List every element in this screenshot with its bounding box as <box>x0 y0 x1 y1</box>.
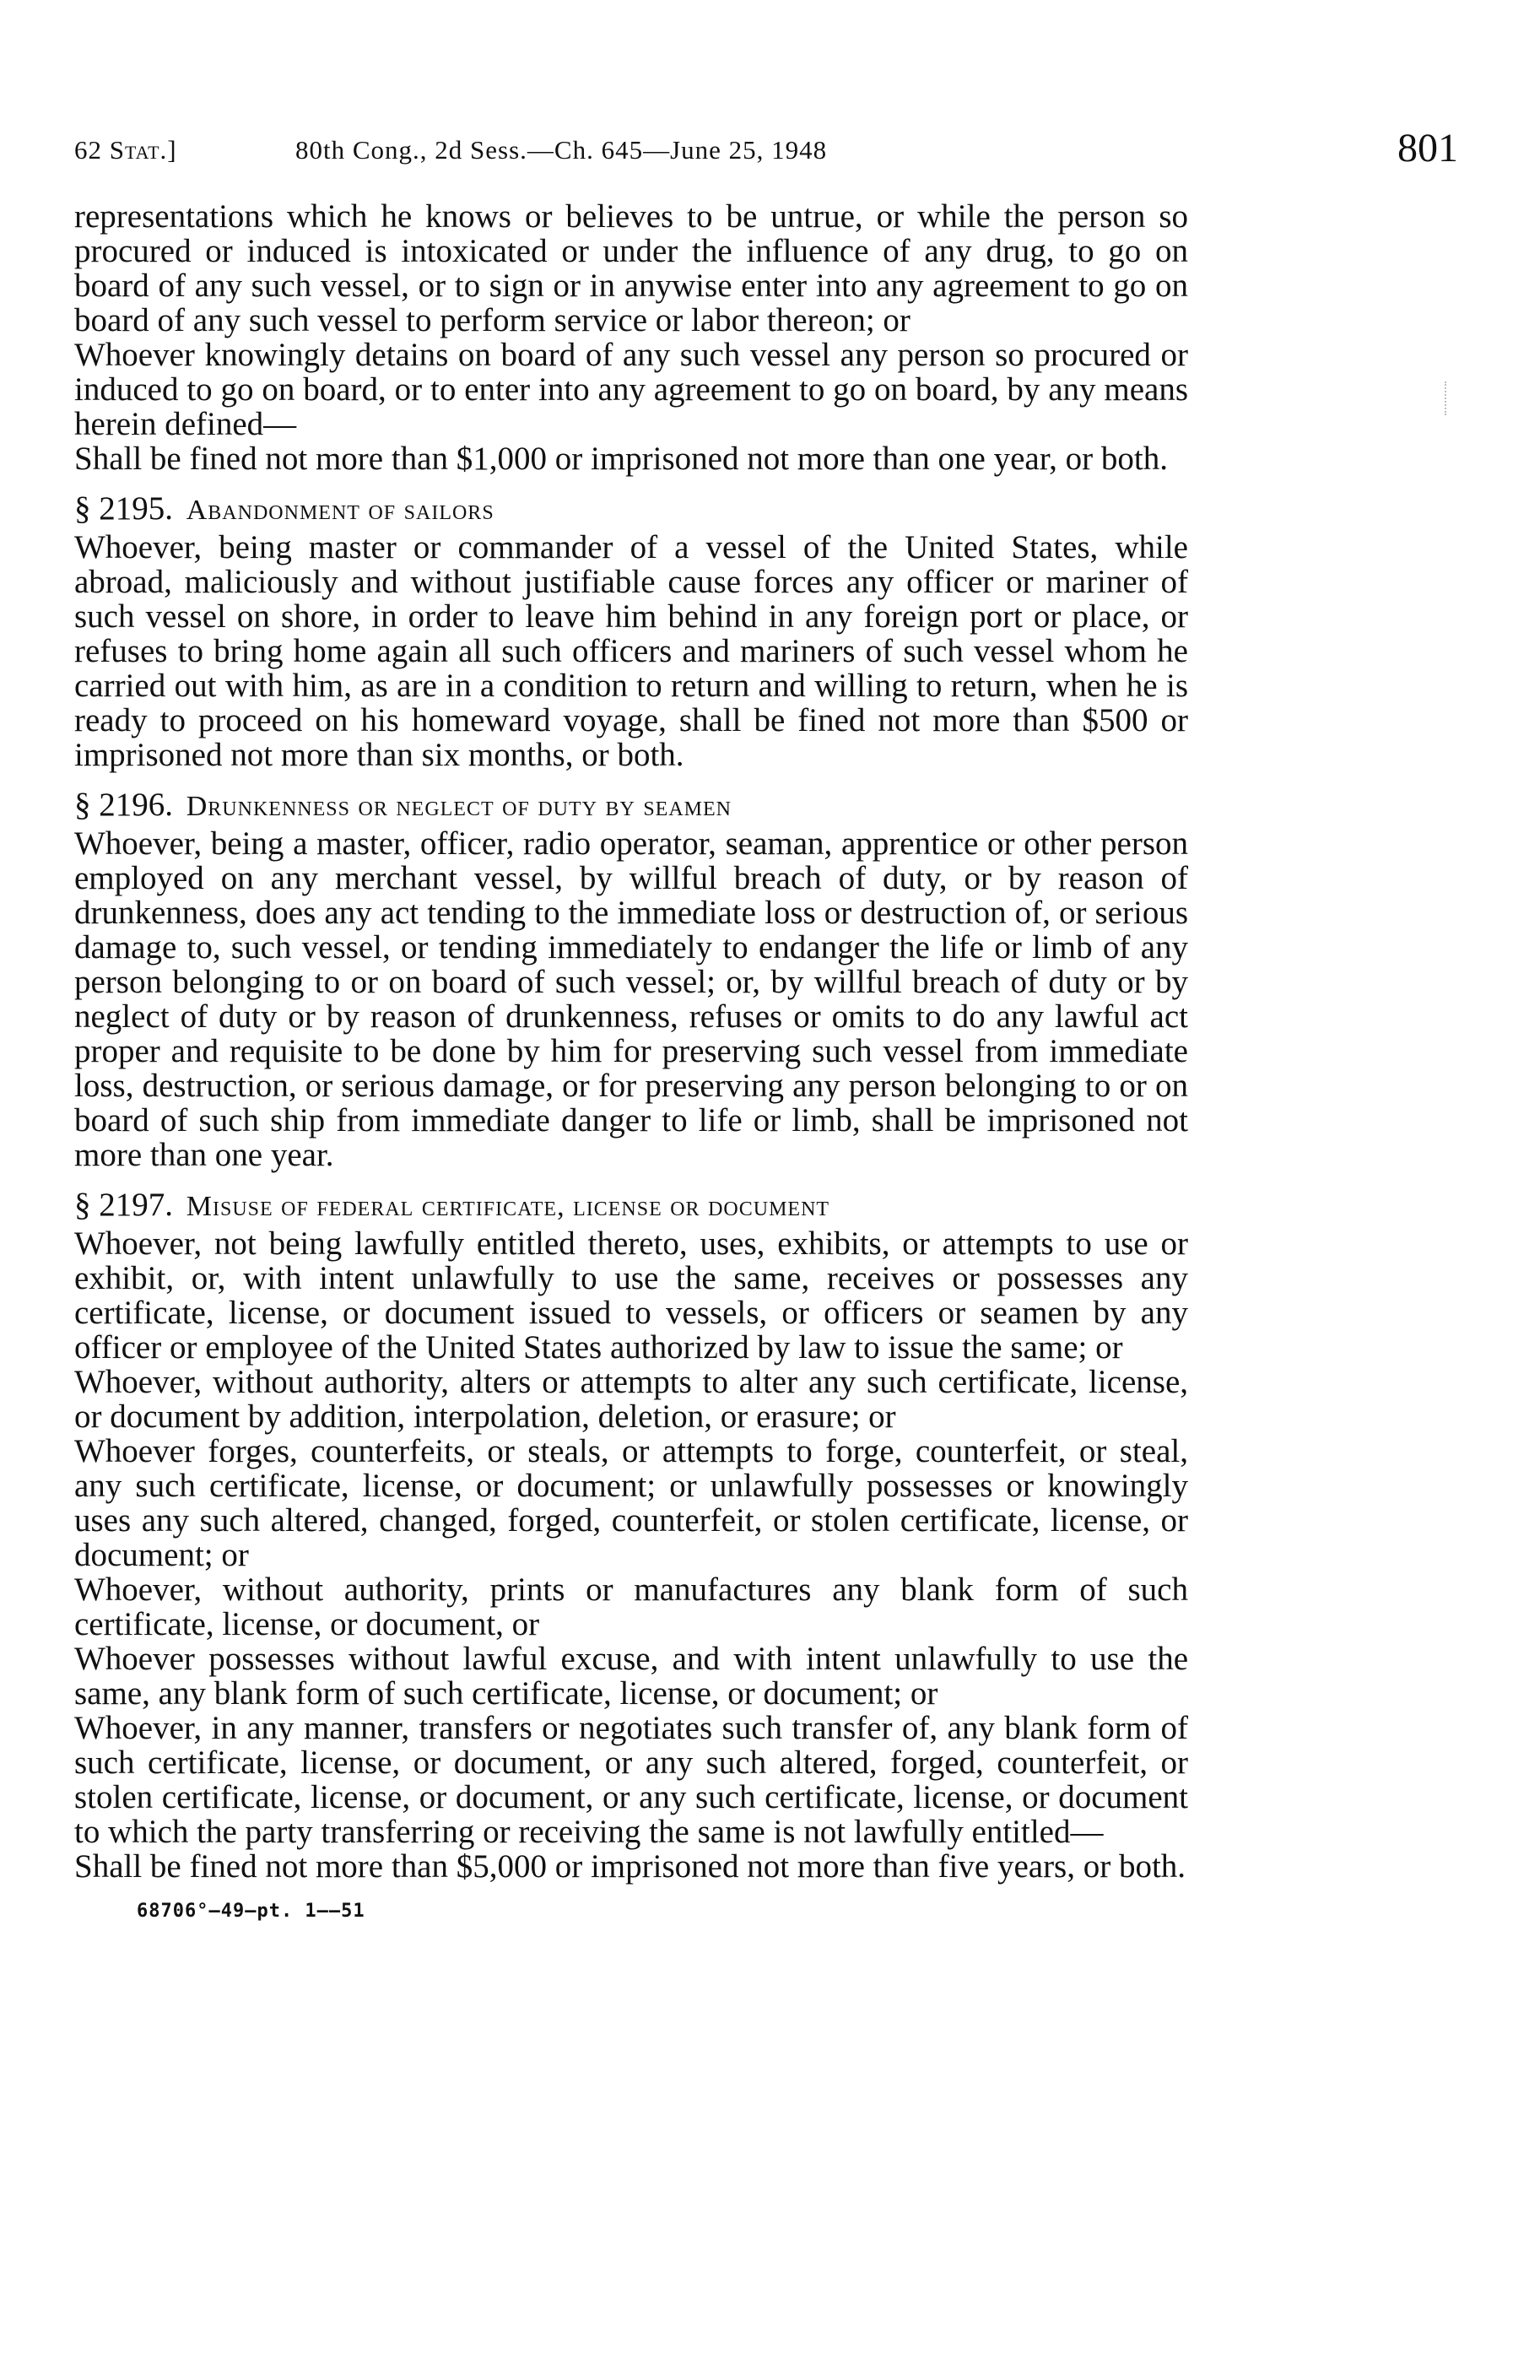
paragraph: Whoever, not being lawfully entitled thereto, uses, exhibits, or attempts to use or exhibit, or, with intent unlawfully to use the same, receives or possesses any certificate, license, or document issued to vessels, or officers or seamen by any officer or employee of the United States authorized by law to issue the same; or <box>74 1225 1188 1366</box>
paragraph: Whoever knowingly detains on board of any such vessel any person so procured or induced to go on board, or to enter into any agreement to go on board, by any means herein defined— <box>74 337 1188 442</box>
section-title: Drunkenness or neglect of duty by seamen <box>186 791 732 822</box>
section-heading-2197 <box>74 1186 1188 1226</box>
paragraph: Whoever, being master or commander of a vessel of the United States, while abroad, maliciously and without justifiable cause forces any officer or mariner of such vessel on shore, in order to leave him behind in any foreign port or place, or refuses to bring home again all such officers and mariners of such vessel whom he carried out with him, as are in a condition to return and willing to return, when he is ready to proceed on his homeward voyage, shall be fined not more than $500 or imprisoned not more than six months, or both. <box>74 529 1188 773</box>
statute-body <box>74 199 1188 1928</box>
paragraph: representations which he knows or believes to be untrue, or while the person so procured or induced is intoxicated or under the influence of any drug, to go on board of any such vessel, or to sign or in anywise enter into any agreement to go on board of any such vessel to perform service or labor thereon; or <box>74 198 1188 338</box>
paragraph: Whoever, without authority, prints or manufactures any blank form of such certificate, license, or document, or <box>74 1571 1188 1642</box>
page-number: 801 <box>1397 126 1458 170</box>
section-heading-2195 <box>74 490 1188 530</box>
running-head <box>74 125 1458 176</box>
penalty-paragraph: Shall be fined not more than $5,000 or imprisoned not more than five years, or both. <box>74 1848 1186 1885</box>
section-title: Misuse of federal certificate, license or document <box>186 1191 830 1222</box>
paragraph: Whoever, being a master, officer, radio operator, seaman, apprentice or other person employed on any merchant vessel, by willful breach of duty, or by reason of drunkenness, does any act tending to the immediate loss or destruction of, or serious damage to, such vessel, or tending immediately to endanger the life or limb of any person belonging to or on board of such vessel; or, by willful breach of duty or by neglect of duty or by reason of drunkenness, refuses or omits to do any lawful act proper and requisite to be done by him for preserving such vessel from immediate loss, destruction, or serious damage, or for preserving any person belonging to or on board of such ship from immediate danger to life or limb, shall be imprisoned not more than one year. <box>74 825 1188 1173</box>
penalty-paragraph: Shall be fined not more than $1,000 or imprisoned not more than one year, or both. <box>74 441 1168 477</box>
section-number: § 2196. <box>74 787 173 823</box>
section-heading-2196 <box>74 786 1188 826</box>
volume-citation: 62 Stat.] <box>74 135 177 165</box>
margin-mark <box>1445 381 1453 415</box>
session-chapter-date: 80th Cong., 2d Sess.—Ch. 645—June 25, 1948 <box>295 135 828 165</box>
paragraph: Whoever forges, counterfeits, or steals, or attempts to forge, counterfeit, or steal, any such certificate, license, or document; or unlawfully possesses or knowingly uses any such altered, changed, forged, counterfeit, or stolen certificate, license, or document; or <box>74 1433 1188 1573</box>
printer-code: 68706°—49—pt. 1——51 <box>137 1901 365 1922</box>
paragraph: Whoever, in any manner, transfers or negotiates such transfer of, any blank form of such certificate, license, or document, or any such altered, forged, counterfeit, or stolen certificate, license, or document, or any such certificate, license, or document to which the party transferring or receiving the same is not lawfully entitled— <box>74 1710 1188 1850</box>
section-number: § 2195. <box>74 490 173 527</box>
section-number: § 2197. <box>74 1187 173 1223</box>
section-title: Abandonment of sailors <box>186 495 494 526</box>
paragraph: Whoever possesses without lawful excuse, and with intent unlawfully to use the same, any blank form of such certificate, license, or document; or <box>74 1641 1188 1712</box>
paragraph: Whoever, without authority, alters or attempts to alter any such certificate, license, or document by addition, interpolation, deletion, or erasure; or <box>74 1364 1188 1435</box>
